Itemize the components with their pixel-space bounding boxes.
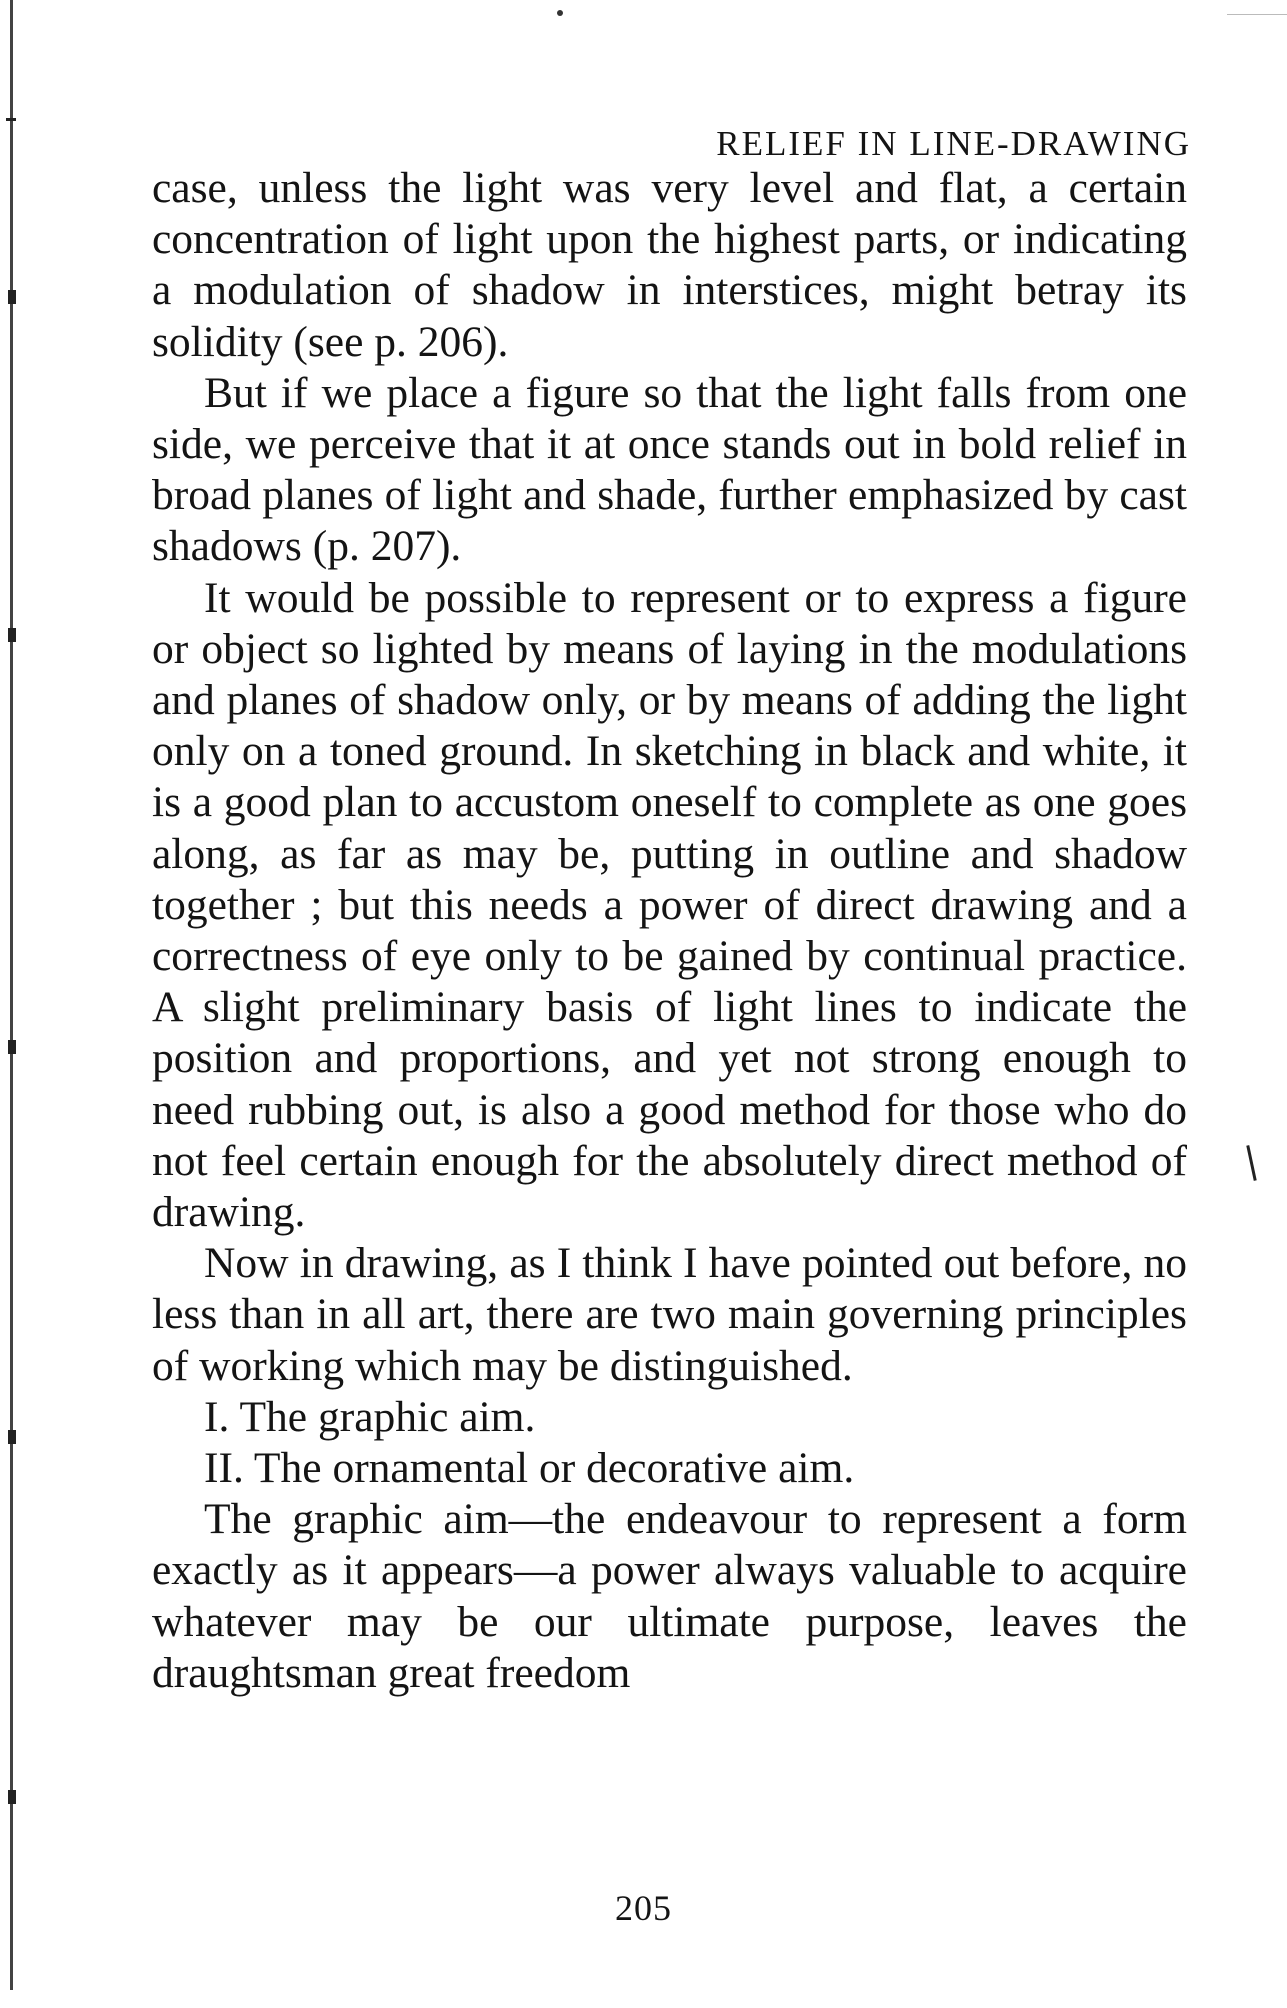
- body-text: [152, 163, 1187, 1699]
- paragraph: case, unless the light was very level and flat, a certain concentration of light upon the highest parts, or indicating a modulation of shadow in interstices, might betray its solidity (see p. 206).: [152, 164, 1187, 366]
- scan-mark: [8, 1430, 16, 1444]
- margin-mark: [1246, 1145, 1256, 1181]
- scan-mark: [6, 118, 16, 121]
- paragraph: But if we place a figure so that the light falls from one side, we perceive that it at once stands out in bold relief in broad planes of light and shade, further emphasized by cast shadows (p. 207).: [152, 368, 1187, 571]
- scan-speck: [557, 10, 563, 16]
- scan-mark: [8, 1040, 16, 1054]
- running-head: RELIEF IN LINE-DRAWING: [716, 124, 1191, 163]
- corner-rule: [1227, 14, 1287, 15]
- scan-mark: [8, 1790, 16, 1804]
- paragraph: The graphic aim—the endeavour to represent a form exactly as it appears—a power always valuable to acquire whatever may be our ultimate purpose, leaves the draughtsman great freedom: [152, 1495, 1187, 1697]
- paragraph: Now in drawing, as I think I have pointed out before, no less than in all art, there are two main governing principles of working which may be distinguished.: [152, 1239, 1187, 1390]
- list-item: II. The ornamental or decorative aim.: [204, 1444, 855, 1493]
- scan-mark: [8, 628, 16, 642]
- page-number: 205: [615, 1888, 672, 1928]
- scan-mark: [8, 290, 16, 304]
- paragraph: It would be possible to represent or to express a figure or object so lighted by means of laying in the modulations and planes of shadow only, or by means of adding the light only on a toned ground. In sketching in black and white, it is a good plan to accustom oneself to complete as one goes along, as far as may be, putting in outline and shadow together ; but this needs a power of direct drawing and a correctness of eye only to be gained by continual practice. A slight preliminary basis of light lines to indicate the position and proportions, and yet not strong enough to need rubbing out, is also a good method for those who do not feel certain enough for the absolutely direct method of drawing.: [152, 573, 1187, 1237]
- list-item: I. The graphic aim.: [204, 1392, 536, 1441]
